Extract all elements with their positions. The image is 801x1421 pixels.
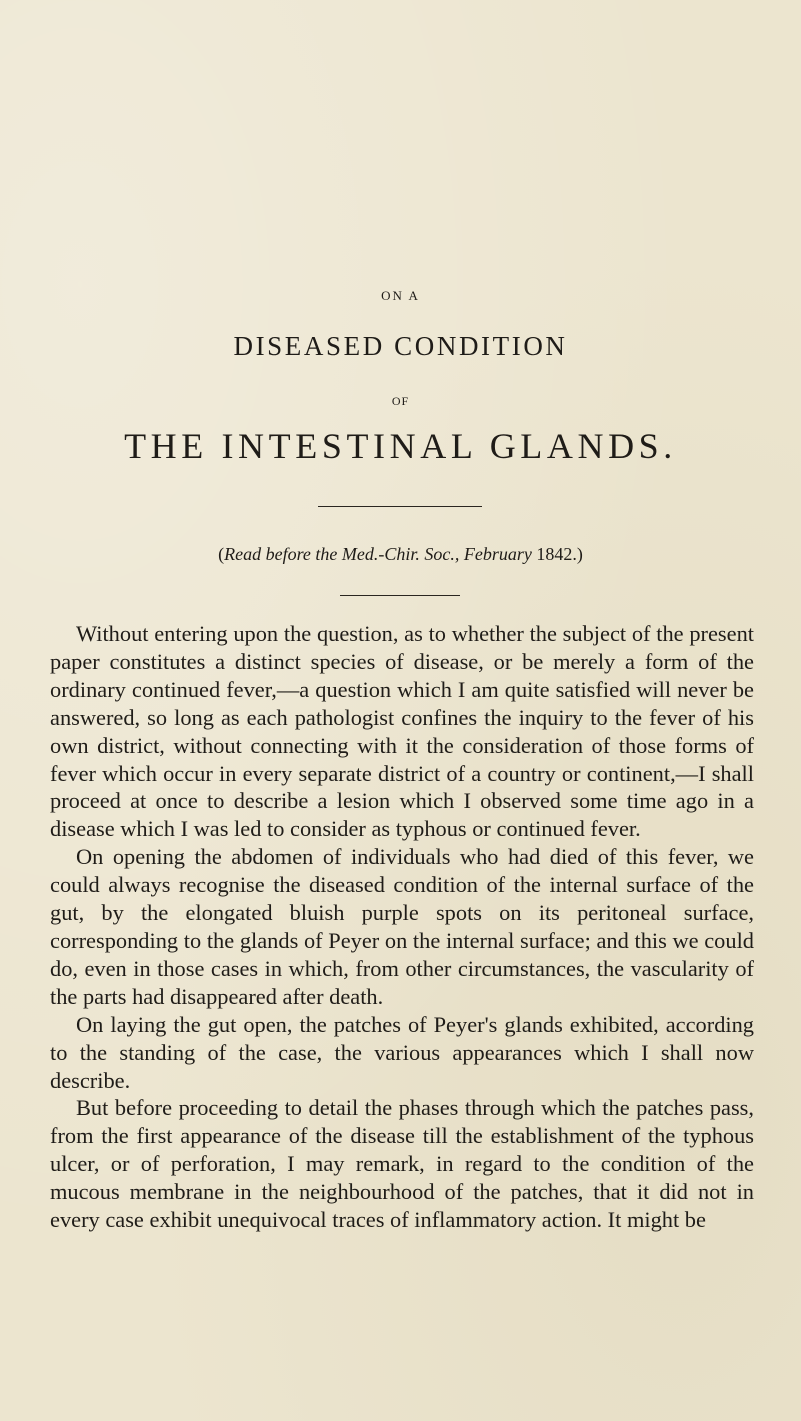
divider-rule-bottom xyxy=(340,595,460,596)
header-on-a: ON A xyxy=(381,288,420,303)
subtitle-italic: Read before the Med.-Chir. Soc., February xyxy=(224,544,532,564)
body-text xyxy=(50,620,754,1234)
title-intestinal-glands: THE INTESTINAL GLANDS. xyxy=(124,426,677,466)
paragraph-4: But before proceeding to detail the phases through which the patches pass, from the first appearance of the disease till the establishment of the typhous ulcer, or of perforation, I may remark, in regard to the condition of the mucous membrane in the neighbourhood of the patches, that it did not in every case exhibit unequivocal traces of inflammatory action. It might be xyxy=(50,1095,754,1233)
paragraph-3: On laying the gut open, the patches of Peyer's glands exhibited, according to the standing of the case, the various appearances which I shall now describe. xyxy=(50,1011,754,1093)
title-diseased-condition: DISEASED CONDITION xyxy=(233,331,568,361)
paragraph-2: On opening the abdomen of individuals who had died of this fever, we could always recognise the diseased condition of the internal surface of the gut, by the elongated bluish purple spots on its peritoneal surface, corresponding to the glands of Peyer on the internal surface; and this we could do, even in those cases in which, from other circumstances, the vascularity of the parts had disappeared after death. xyxy=(50,844,754,1009)
divider-rule-top xyxy=(318,506,482,507)
header-of: OF xyxy=(391,394,410,408)
read-before-note xyxy=(0,544,801,565)
paragraph-1: Without entering upon the question, as to whether the subject of the present paper constitutes a distinct species of disease, or be merely a form of the ordinary continued fever,—a question which I am quite satisfied will never be answered, so long as each pathologist confines the inquiry to the fever of his own district, without connecting with it the consideration of those forms of fever which occur in every separate district of a country or continent,—I shall proceed at once to describe a lesion which I observed some time ago in a disease which I was led to consider as typhous or continued fever. xyxy=(50,621,754,842)
subtitle-open-paren: ( xyxy=(218,544,225,564)
subtitle-year: 1842.) xyxy=(531,544,583,564)
